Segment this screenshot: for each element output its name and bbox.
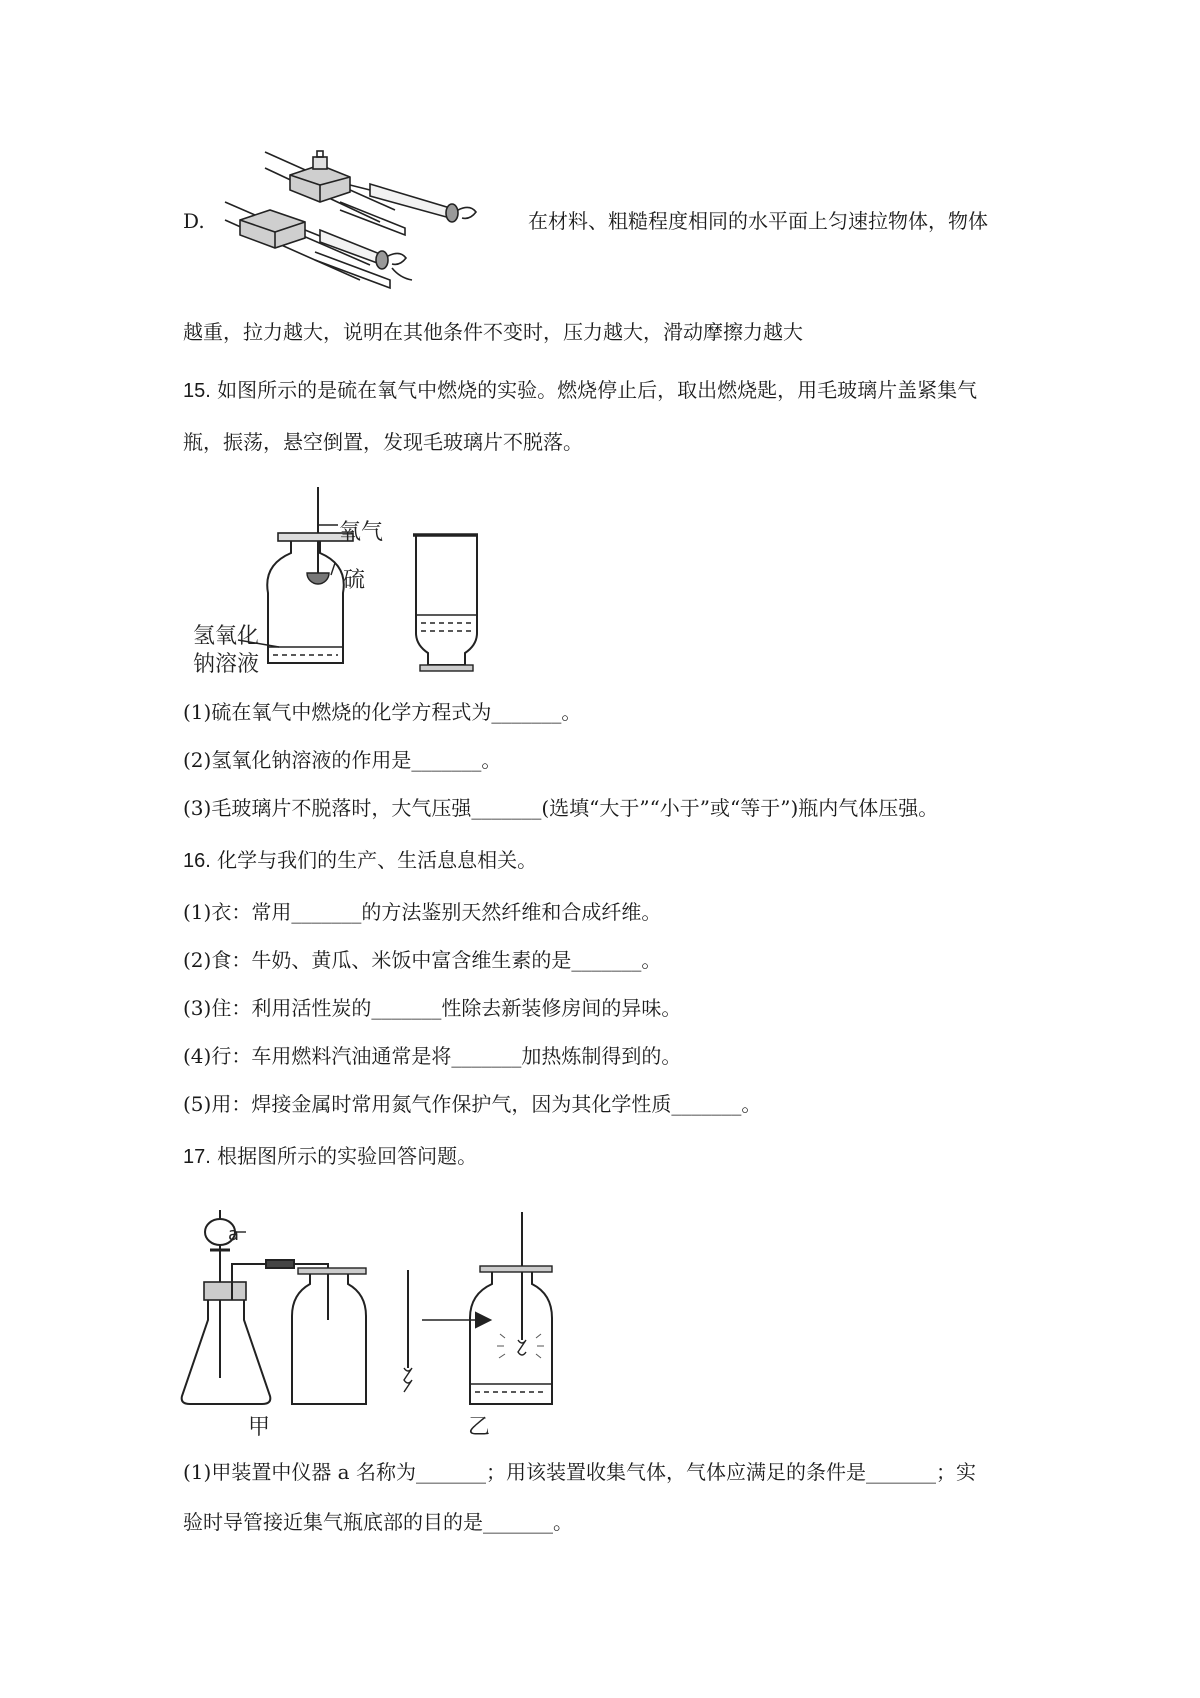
q15-part-2: (2)氢氧化钠溶液的作用是_______。 (183, 748, 502, 772)
label-a: a (228, 1224, 240, 1245)
q15-stem-2: 瓶，振荡，悬空倒置，发现毛玻璃片不脱落。 (183, 430, 583, 454)
q17-number: 17. (183, 1146, 211, 1168)
option-d-text-1: 在材料、粗糙程度相同的水平面上匀速拉物体，物体 (528, 209, 988, 233)
q16-part-5: (5)用：焊接金属时常用氮气作保护气，因为其化学性质_______。 (183, 1092, 762, 1116)
label-naoh-line-1: 氢氧化 (193, 624, 260, 649)
q16-part-1: (1)衣：常用_______的方法鉴别天然纤维和合成纤维。 (183, 900, 662, 924)
label-naoh-line-2: 钠溶液 (193, 652, 260, 677)
label-yi: 乙 (468, 1415, 491, 1440)
q17-stem-line (183, 1142, 477, 1171)
q16-stem-line (183, 846, 537, 875)
gas-collection-figure (180, 1208, 620, 1438)
label-sulfur: 硫 (343, 568, 366, 593)
q15-part-3: (3)毛玻璃片不脱落时，大气压强_______(选填“大于”“小于”或“等于”)瓶内气体压强。 (183, 796, 939, 820)
option-d-letter: D. (183, 209, 205, 233)
label-oxygen: 氧气 (339, 520, 384, 545)
sulfur-combustion-figure (183, 485, 528, 695)
q16-part-3: (3)住：利用活性炭的_______性除去新装修房间的异味。 (183, 996, 682, 1020)
q15-stem-1: 如图所示的是硫在氧气中燃烧的实验。燃烧停止后，取出燃烧匙，用毛玻璃片盖紧集气 (217, 378, 978, 402)
q15-stem-line-1 (183, 376, 977, 405)
friction-experiment-figure (220, 140, 530, 320)
q16-part-2: (2)食：牛奶、黄瓜、米饭中富含维生素的是_______。 (183, 948, 662, 972)
q15-part-1: (1)硫在氧气中燃烧的化学方程式为_______。 (183, 700, 582, 724)
q16-number: 16. (183, 850, 211, 872)
q16-part-4: (4)行：车用燃料汽油通常是将_______加热炼制得到的。 (183, 1044, 682, 1068)
q17-part-1-line-2: 验时导管接近集气瓶底部的目的是_______。 (183, 1510, 573, 1534)
q17-part-1-line-1: (1)甲装置中仪器 a 名称为_______；用该装置收集气体，气体应满足的条件是_______；实 (183, 1460, 976, 1484)
q15-number: 15. (183, 380, 211, 402)
q16-stem: 化学与我们的生产、生活息息相关。 (217, 848, 538, 872)
q17-stem: 根据图所示的实验回答问题。 (217, 1144, 478, 1168)
option-d-text-2: 越重，拉力越大，说明在其他条件不变时，压力越大，滑动摩擦力越大 (183, 320, 803, 344)
option-d (183, 207, 205, 235)
label-jia: 甲 (248, 1415, 271, 1440)
